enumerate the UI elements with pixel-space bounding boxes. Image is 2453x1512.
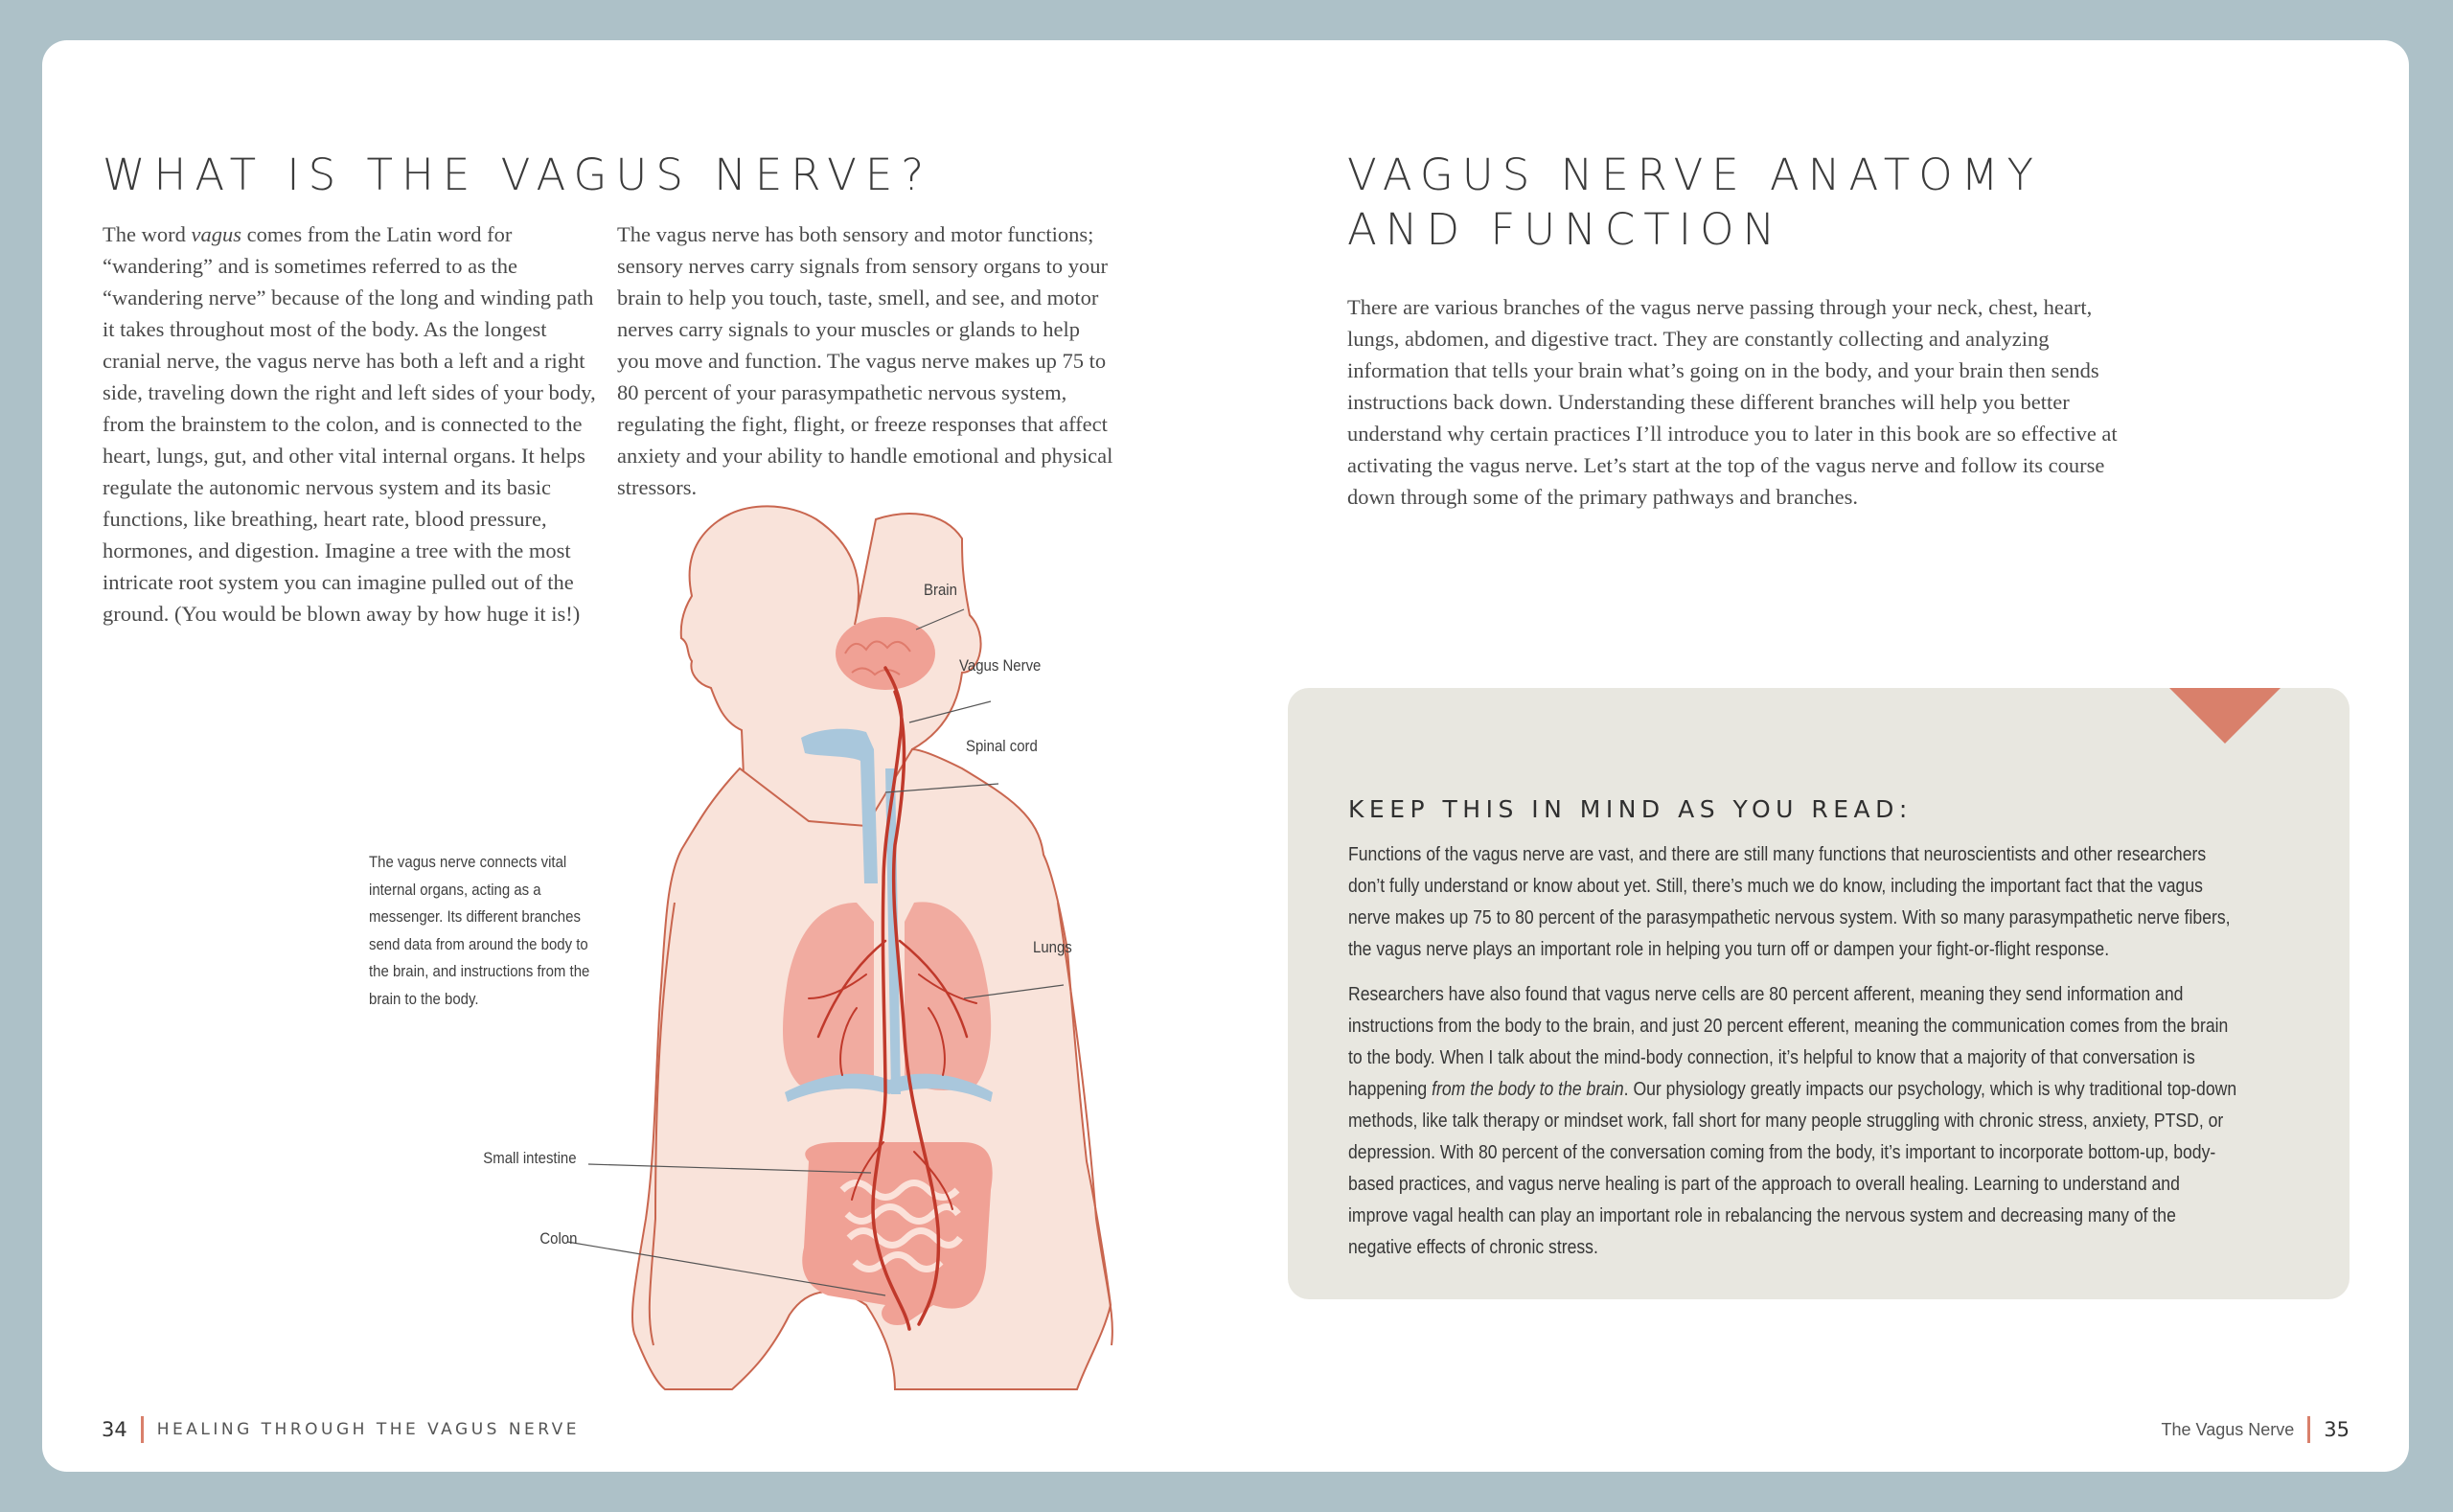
running-head-left: HEALING THROUGH THE VAGUS NERVE [156, 1420, 581, 1439]
col1-emphasis: vagus [191, 222, 241, 246]
footer-left [102, 1414, 580, 1445]
page-number-left: 34 [102, 1418, 127, 1441]
figure-caption: The vagus nerve connects vital internal organs, acting as a messenger. Its different branches send data from around the body to the brain, and instructions from the brain to the body. [369, 853, 590, 1008]
callout-p2-start: Researchers have also found that vagus nerve cells are 80 percent afferent, meaning they send information and instructions from the body to the brain, and just 20 percent efferent, meaning the communication comes from the brain to the body. When I talk about the mind-body connection, it’s helpful to know that a majority of that conversation is happening [1348, 984, 2229, 1100]
label-small-intestine: Small intestine [483, 1149, 577, 1167]
label-vagus-nerve: Vagus Nerve [959, 656, 1042, 675]
page-number-right: 35 [2324, 1418, 2350, 1441]
page-title-right [1347, 148, 2042, 257]
label-lungs: Lungs [1033, 938, 1072, 956]
label-brain: Brain [924, 581, 957, 599]
callout-box [1288, 688, 2350, 1299]
col1-text-start: The word [103, 222, 192, 246]
callout-corner-flag [2169, 688, 2281, 744]
callout-p2-rest: . Our physiology greatly impacts our psychology, which is why traditional top-down methods, like talk therapy or mindset work, fall short for many people struggling with chronic stress, anxiety, PTSD, or depression. With 80 percent of the conversation coming from the body, it’s important to incorporate bottom-up, body-based practices, and vagus nerve healing is part of the approach to overall healing. Learning to understand and improve vagal health can play an important role in rebalancing the nervous system and decreasing many of the negative effects of chronic stress. [1348, 1079, 2237, 1258]
col1-text-rest: comes from the Latin word for “wandering” and is sometimes referred to as the “wandering nerve” because of the long and winding path it takes throughout most of the body. As the longest cranial nerve, the vagus nerve has both a left and a right side, traveling down the right and left sides of your body, from the brainstem to the colon, and is connected to the heart, lungs, gut, and other vital internal organs. It helps regulate the autonomic nervous system and its basic functions, like breathing, heart rate, blood pressure, hormones, and digestion. Imagine a tree with the most intricate root system you can imagine pulled out of the ground. (You would be blown away by how huge it is!) [103, 222, 596, 626]
footer-divider [141, 1416, 144, 1443]
title-line-1: VAGUS NERVE ANATOMY [1347, 149, 2042, 200]
intro-paragraph: There are various branches of the vagus nerve passing through your neck, chest, heart, lungs, abdomen, and digestive tract. They are constantly collecting and analyzing information that tells your brain what’s going on in the body, and your brain then sends instructions back down. Understanding these different branches will help you better understand why certain practices I’ll introduce you to later in this book are so effective at activating the vagus nerve. Let’s start at the top of the vagus nerve and follow its course down through some of the primary pathways and branches. [1347, 295, 2118, 509]
running-head-right: The Vagus Nerve [2161, 1419, 2295, 1439]
anatomy-illustration [42, 40, 1192, 1472]
callout-paragraph-2 [1348, 979, 2242, 1264]
book-spread [42, 40, 2409, 1472]
label-spinal-cord: Spinal cord [966, 737, 1038, 755]
body-column-2: The vagus nerve has both sensory and motor functions; sensory nerves carry signals from sensory organs to your brain to help you touch, taste, smell, and see, and motor nerves carry signals to your muscles or glands to help you move and function. The vagus nerve makes up 75 to 80 percent of your parasympathetic nervous system, regulating the fight, flight, or freeze responses that affect anxiety and your ability to handle emotional and physical stressors. [617, 222, 1113, 499]
page-title-left: WHAT IS THE VAGUS NERVE? [103, 149, 933, 200]
callout-paragraph-1: Functions of the vagus nerve are vast, and there are still many functions that neuroscientists and other researchers don’t fully understand or know about yet. Still, there’s much we do know, including the important fact that the vagus nerve makes up 75 to 80 percent of the parasympathetic nervous system. With so many parasympathetic nerve fibers, the vagus nerve plays an important role in helping you turn off or dampen your fight-or-flight response. [1348, 844, 2231, 960]
callout-p2-emphasis: from the body to the brain [1432, 1079, 1624, 1100]
title-line-2: AND FUNCTION [1347, 204, 1784, 255]
callout-title: KEEP THIS IN MIND AS YOU READ: [1348, 795, 1913, 823]
label-colon: Colon [539, 1229, 577, 1248]
footer-divider [2307, 1416, 2310, 1443]
footer-right [2162, 1414, 2350, 1445]
